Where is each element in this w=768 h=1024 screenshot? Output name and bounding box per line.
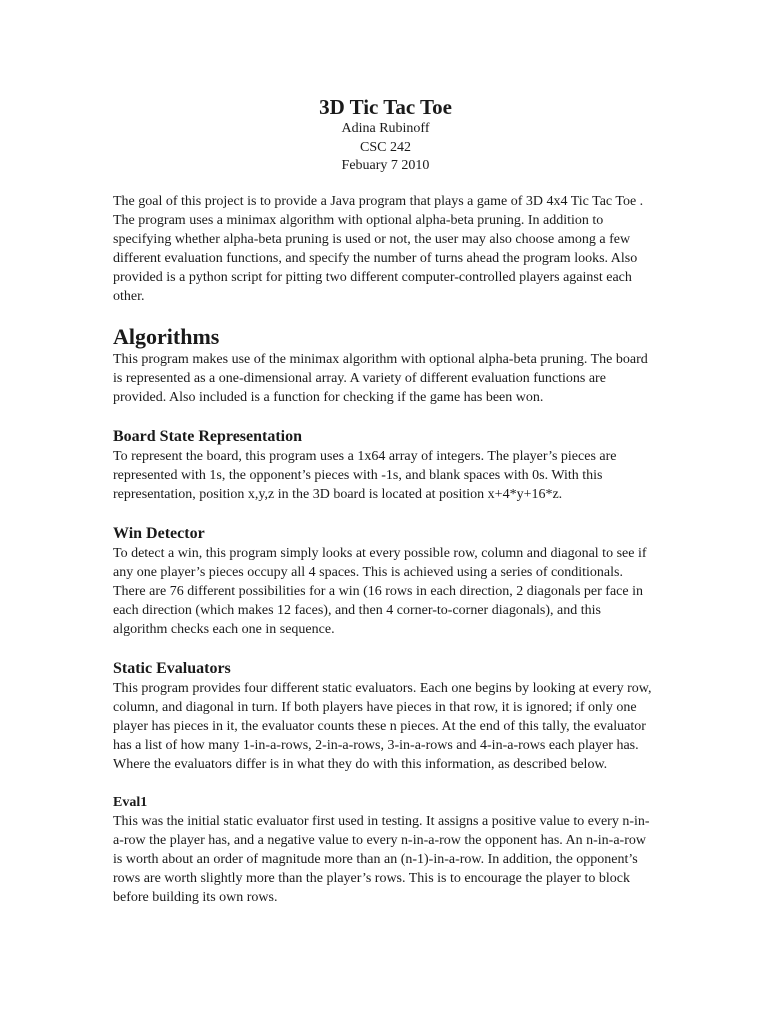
section-heading-eval1: Eval1: [113, 794, 148, 810]
course-label: CSC 242: [360, 139, 411, 155]
eval1-paragraph: This was the initial static evaluator first used in testing. It assigns a positive value to every n-in-a-row the player has, and a negative value to every n-in-a-row the opponent has. An n-in-a-row is worth about an order of magnitude more than an (n-1)-in-a-row. In addition, the opponent’s rows are worth slightly more than the player’s rows. This is to encourage the player to block before building its own rows.: [113, 813, 650, 905]
section-heading-static-evaluators: Static Evaluators: [113, 659, 231, 677]
document-date: Febuary 7 2010: [341, 158, 430, 173]
win-detector-paragraph: To detect a win, this program simply looks at every possible row, column and diagonal to see if any one player’s pieces occupy all 4 spaces. This is achieved using a series of conditionals. There are 76 different possibilities for a win (16 rows in each direction, 2 diagonals per face in each direction (which makes 12 faces), and then 4 corner-to-corner diagonals), and this algorithm checks each one in sequence.: [113, 545, 647, 637]
document-title: 3D Tic Tac Toe: [319, 95, 452, 119]
author-name: Adina Rubinoff: [341, 121, 430, 136]
algorithms-paragraph: This program makes use of the minimax algorithm with optional alpha-beta pruning. The board is represented as a one-dimensional array. A variety of different evaluation functions are provided. Also included is a function for checking if the game has been won.: [113, 351, 648, 405]
board-state-paragraph: To represent the board, this program uses a 1x64 array of integers. The player’s pieces are represented with 1s, the opponent’s pieces with -1s, and blank spaces with 0s. With this representation, position x,y,z in the 3D board is located at position x+4*y+16*z.: [113, 448, 617, 502]
section-heading-win-detector: Win Detector: [113, 524, 205, 542]
section-heading-algorithms: Algorithms: [113, 323, 220, 349]
section-heading-board-state: Board State Representation: [113, 427, 303, 445]
document-page: [113, 94, 658, 907]
static-evaluators-paragraph: This program provides four different static evaluators. Each one begins by looking at every row, column, and diagonal in turn. If both players have pieces in that row, it is ignored; if only one player has pieces in it, the evaluator counts these n pieces. At the end of this tally, the evaluator has a list of how many 1-in-a-rows, 2-in-a-rows, 3-in-a-rows and 4-in-a-rows each player has. Where the evaluators differ is in what they do with this information, as described below.: [113, 680, 652, 772]
intro-paragraph: The goal of this project is to provide a Java program that plays a game of 3D 4x4 Tic Tac Toe . The program uses a minimax algorithm with optional alpha-beta pruning. In addition to specifying whether alpha-beta pruning is used or not, the user may also choose among a few different evaluation functions, and specify the number of turns ahead the program looks. Also provided is a python script for pitting two different computer-controlled players against each other.: [113, 193, 644, 304]
